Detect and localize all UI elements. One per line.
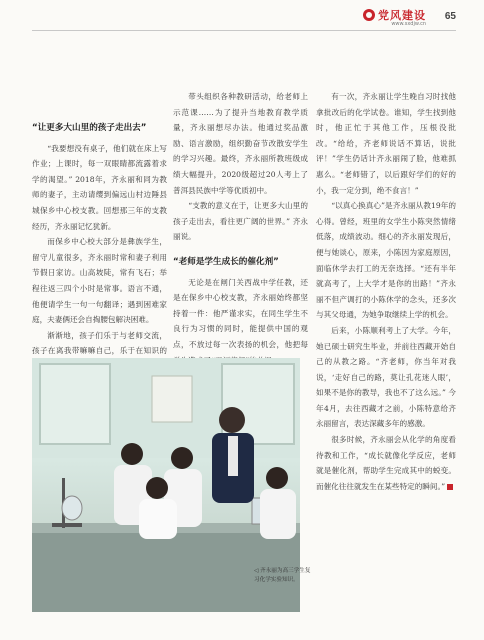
- paragraph: 而保乡中心校大部分是彝族学生，留守儿童很多，齐永丽时常和妻子利用节假日家访。山高坡陡，常有飞石；举程往返三四个小时是常事。语言不通，他便请学生一句一句翻译；遇到困难家庭，夫妻俩还会自掏腰包解决困难。: [32, 237, 167, 325]
- paragraph: “我要想没有桌子，他们就在床上写作业；上课时，每一双眼睛都流露着求学的渴望。” 2018年，齐永丽和同为教师的妻子，主动请缨到偏远山村边陲县城保乡中心校支教。回想那三年的支教经历，齐永丽记忆犹新。: [32, 143, 167, 231]
- paragraph: 无论是在闸门关西战中学任教，还是在保乡中心校支教，齐永丽始终都坚持着一件：他严谨求实，在同生学生不良行为习惯的同时，能提供中国的观点，不放过每一次表扬的机会，他把每: [173, 277, 308, 349]
- photo-caption: ◁ 齐永丽为高三学生复习化学实验知识。: [254, 568, 311, 583]
- article-end-icon: [447, 484, 453, 490]
- logo-mark-icon: [363, 9, 375, 21]
- page-header: [0, 0, 484, 50]
- paragraph: 渐渐地，孩子们乐于与老师交流，孩子在离我带嘛嘛自己，乐于在知识的: [32, 330, 167, 356]
- article-column-2: [173, 89, 308, 368]
- logo-text: 党风建设: [378, 9, 426, 22]
- section-title-1: “让更多大山里的孩子走出去”: [32, 123, 147, 133]
- paragraph: 有一次，齐永丽让学生晚自习时找他拿批改后的化学试卷。谁知，学生找到他时，他正忙于其他工作，压根没批改。“给给，齐老师说话不算话，说批评！”学生仍话计齐永丽闹了脸，他难抓惠么。“老师错了，以后跟好学们的好的小，我一定分到，绝不食言！”: [316, 92, 456, 195]
- page-number: 65: [444, 11, 456, 22]
- header-divider: [32, 30, 456, 31]
- paragraph: “以真心换真心”是齐永丽从教19年的心得。曾经，班里的女学生小陈突然情绪低落，成绩波动。细心的齐永丽发现后，便与她谈心，原来，小陈因为家庭原因，面临休学去打工的无奈选择。“还有半年就高考了，上大学才是你的出路！”齐永丽不但产调打的小陈休学的念头，还多次与其父母通，为她争取继续上学的机会。: [316, 201, 456, 320]
- paragraph: [316, 432, 456, 494]
- article-column-3: [316, 89, 456, 494]
- paragraph: “支教的意义在于，让更多大山里的孩子走出去，看往更广阔的世界。” 齐永丽说。: [173, 201, 308, 242]
- logo-url: www.sxdjw.cn: [391, 21, 426, 27]
- section-title-2: “老师是学生成长的催化剂”: [173, 256, 279, 267]
- paragraph-text: 很多时候，齐永丽会从化学的角度看待教和工作，“成长就像化学反应，老师就是催化剂，帮助学生完成其中的蜕变。而催化往往就发生在某些特定的瞬间。”: [316, 435, 456, 491]
- paragraph: 后来，小陈顺利考上了大学。今年，她已硕士研究生毕业，并前往西藏开始自己的从教之路。“齐老师，你当年对我说，‘走好自己的路，莫让孔花迷人眼’，如果不是你的教导，我也不了这么远。” 今年4月，去往西藏才之前，小陈特意给齐永丽留言，表达深藏多年的感激。: [316, 325, 456, 429]
- paragraph: 带头组织各种教研活动，给老师上示范课……为了提升当地教育教学质量，齐永丽想尽办法。他通过奖品激励、语言激励，组织勤奋节改散安学生的学习兴趣。最终，齐永丽所教班级成绩大幅提升，2020级超过20人考上了普洱县民族中学等优质初中。: [173, 92, 308, 195]
